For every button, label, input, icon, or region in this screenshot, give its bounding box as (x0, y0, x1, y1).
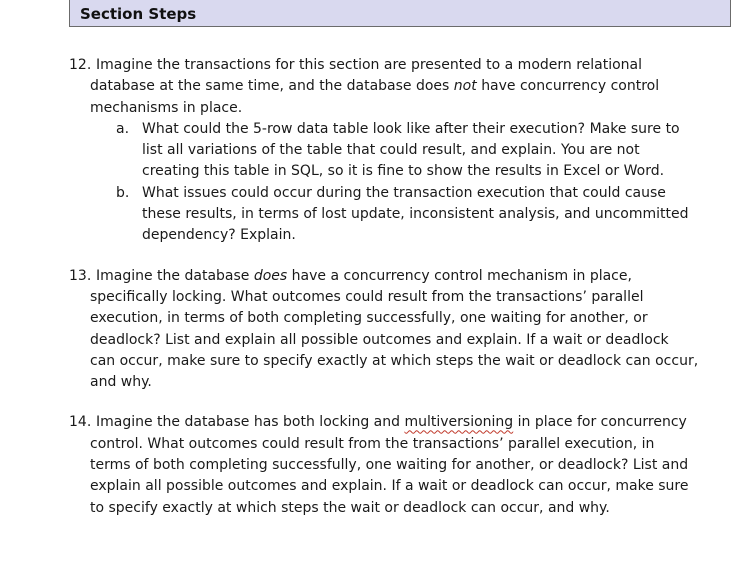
sub-question-text-line: these results, in terms of lost update, inconsistent analysis, and uncommitted (142, 206, 689, 223)
question-text-line: Imagine the transactions for this section are presented to a modern relational (96, 57, 643, 73)
sub-question-text-line: What issues could occur during the transaction execution that could cause (142, 184, 666, 201)
question-text-line: explain all possible outcomes and explain. If a wait or deadlock can occur, make sure (90, 478, 689, 495)
sub-question-letter: b. (116, 184, 130, 201)
sub-question-b (90, 183, 709, 247)
question-text-line: to specify exactly at which steps the wait or deadlock can occur, and why. (90, 499, 610, 516)
document-body (69, 55, 709, 538)
question-text-line: database at the same time, and the database does not have concurrency control (90, 78, 660, 95)
emphasis-text: does (253, 267, 288, 284)
question-text-line: specifically locking. What outcomes could result from the transactions’ parallel (90, 288, 644, 305)
sub-question-text-line: What could the 5-row data table look like after their execution? Make sure to (142, 120, 680, 137)
question-number: 12. (69, 57, 92, 73)
sub-question-text-line: dependency? Explain. (142, 227, 296, 244)
sub-question-text-line: creating this table in SQL, so it is fine to show the results in Excel or Word. (142, 163, 665, 180)
question-text-line: terms of both completing successfully, one waiting for another, or deadlock? List and (90, 457, 689, 474)
question-text-line: execution, in terms of both completing successfully, one waiting for another, or (90, 310, 648, 327)
question-12 (69, 55, 709, 247)
question-number: 13. (69, 267, 92, 284)
section-header (69, 0, 731, 27)
emphasis-text: not (453, 78, 477, 95)
question-14 (69, 412, 709, 518)
question-number: 14. (69, 414, 92, 431)
sub-question-text-line: list all variations of the table that could result, and explain. You are not (142, 142, 640, 159)
question-text-line: Imagine the database does have a concurrency control mechanism in place, (96, 267, 632, 284)
question-text-line: control. What outcomes could result from the transactions’ parallel execution, in (90, 435, 655, 452)
question-text-line: and why. (90, 374, 152, 391)
question-13 (69, 266, 709, 394)
question-text-line: deadlock? List and explain all possible outcomes and explain. If a wait or deadlock (90, 331, 669, 348)
section-title: Section Steps (80, 5, 197, 23)
question-text-line: can occur, make sure to specify exactly at which steps the wait or deadlock can occur, (90, 352, 699, 369)
sub-question-a (90, 119, 709, 183)
sub-question-letter: a. (116, 120, 130, 137)
spellcheck-flagged-word[interactable]: multiversioning (404, 414, 514, 431)
question-text-line: Imagine the database has both locking and multiversioning in place for concurrency (96, 414, 687, 431)
question-text-line: mechanisms in place. (90, 99, 243, 116)
